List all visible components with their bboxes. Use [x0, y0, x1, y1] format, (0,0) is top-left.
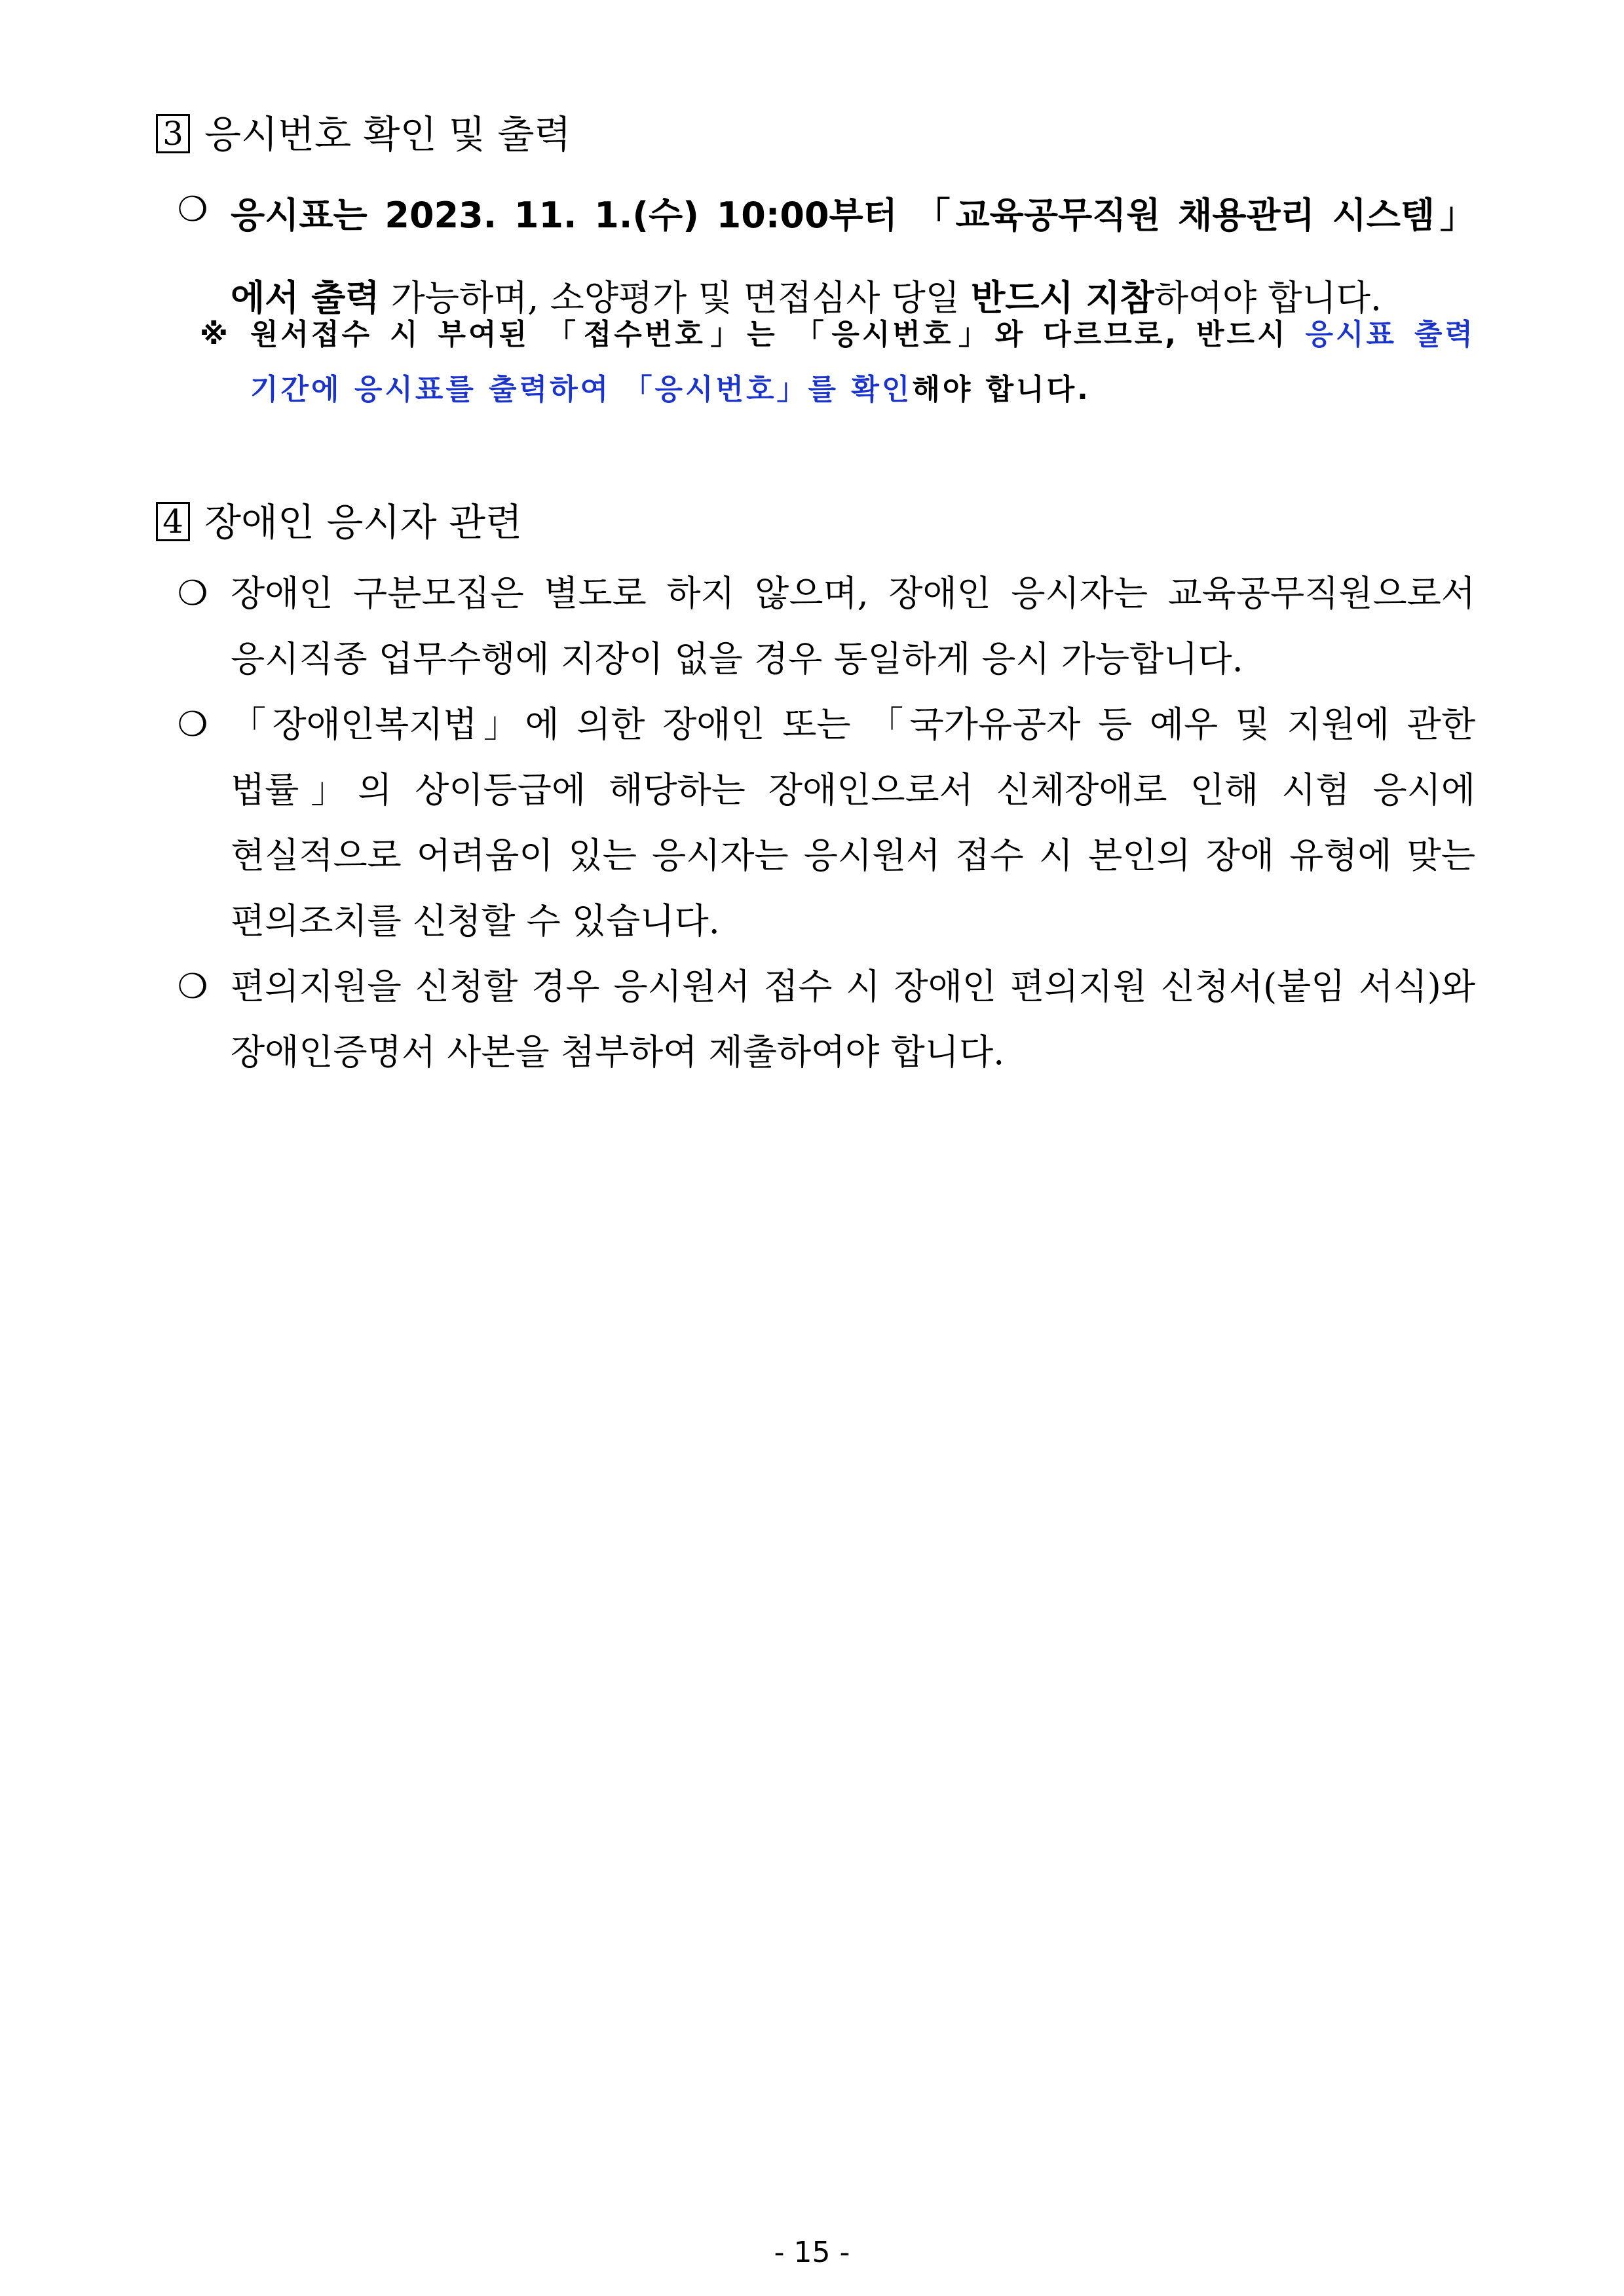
- admission-ticket-notice-text: 가능하며, 소양평가 및 면접심사 당일: [379, 277, 972, 318]
- section-3-title: 응시번호 확인 및 출력: [204, 112, 571, 157]
- must-bring-bold: 반드시 지참: [971, 277, 1154, 318]
- section-3-number: 3: [156, 114, 190, 153]
- bullet-icon: ❍: [177, 190, 208, 229]
- note-text-1: 원서접수 시 부여된 「접수번호」는 「응시번호」와 다르므로, 반드시: [250, 318, 1306, 351]
- page-number: - 15 -: [774, 2236, 850, 2269]
- admission-ticket-notice-end: 하여야 합니다.: [1154, 277, 1382, 318]
- bullet-icon: ❍: [177, 705, 208, 744]
- section-4-paragraph-2: 「장애인복지법」에 의한 장애인 또는 「국가유공자 등 예우 및 지원에 관한 법률」의 상이등급에 해당하는 장애인으로서 신체장애로 인해 시험 응시에 현실적으로 어려움이 있는 응시자는 응시원서 접수 시 본인의 장애 유형에 맞는 편의조치를 신청할 수 있습니다.: [231, 704, 1475, 942]
- section-4-heading: [156, 496, 522, 548]
- note-mark-icon: ※: [200, 318, 228, 351]
- section-3-note: [250, 307, 1475, 417]
- section-4-number: 4: [156, 502, 190, 541]
- section-4-paragraph-3: 편의지원을 신청할 경우 응시원서 접수 시 장애인 편의지원 신청서(붙임 서식)와 장애인증명서 사본을 첨부하여 제출하여야 합니다.: [231, 966, 1475, 1073]
- bullet-icon: ❍: [177, 574, 208, 613]
- section-4-paragraph-1: 장애인 구분모집은 별도로 하지 않으며, 장애인 응시자는 교육공무직원으로서 응시직종 업무수행에 지장이 없을 경우 동일하게 응시 가능합니다.: [231, 573, 1475, 679]
- section-4-title: 장애인 응시자 관련: [204, 500, 523, 545]
- section-3-heading: [156, 108, 571, 161]
- note-text-highlight: 응시표 출력 기간에 응시표를 출력하여 「응시번호」를 확인: [250, 318, 1475, 406]
- note-text-2: 해야 합니다.: [912, 373, 1091, 406]
- bullet-icon: ❍: [177, 967, 208, 1006]
- admission-ticket-notice-bold: 응시표는 2023. 11. 1.(수) 10:00부터 「교육공무직원 채용관리 시스템」에서 출력: [231, 195, 1475, 318]
